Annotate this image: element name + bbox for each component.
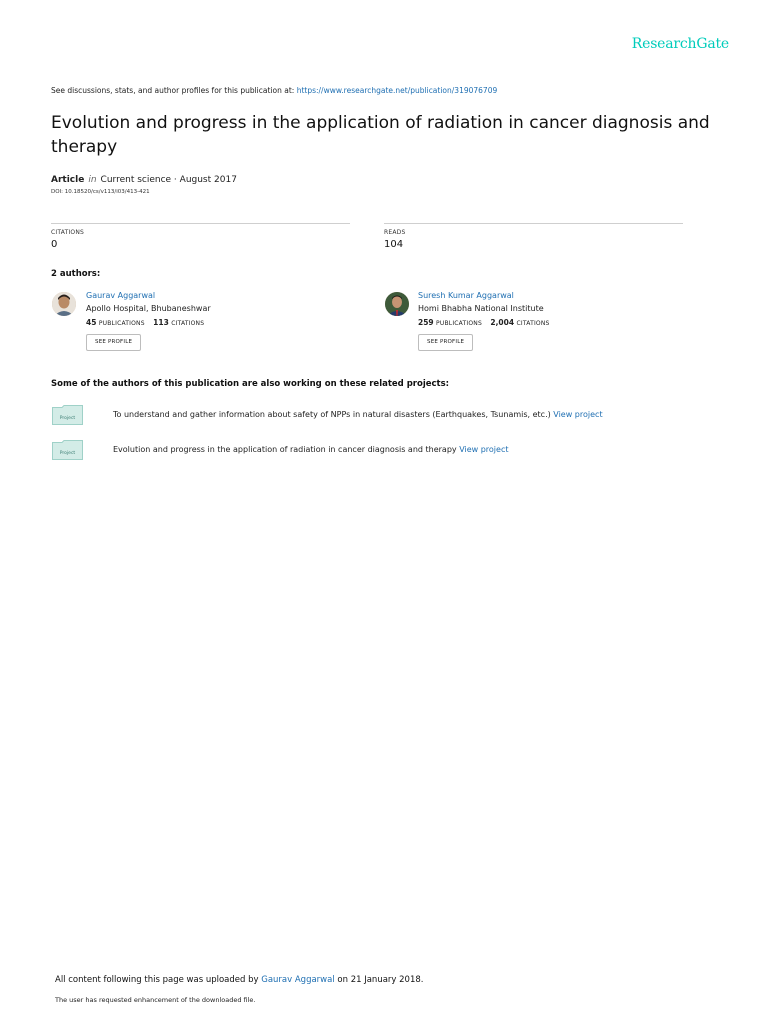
project-title: To understand and gather information about safety of NPPs in natural disasters (Earthquakes, Tsunamis, etc.) <box>113 410 554 419</box>
publications-label: PUBLICATIONS <box>436 320 482 327</box>
see-profile-button[interactable]: SEE PROFILE <box>418 334 473 351</box>
view-project-link[interactable]: View project <box>459 445 509 454</box>
author-avatar[interactable] <box>385 292 409 316</box>
uploader-link[interactable]: Gaurav Aggarwal <box>261 975 335 985</box>
enhancement-note: The user has requested enhancement of the downloaded file. <box>55 996 256 1004</box>
citations-count: 113 <box>153 318 169 327</box>
reads-value: 104 <box>384 239 404 250</box>
upload-note <box>55 975 423 985</box>
citations-count: 2,004 <box>490 318 515 327</box>
project-folder-icon[interactable] <box>52 405 83 425</box>
authors-heading: 2 authors: <box>51 269 101 279</box>
author-stats <box>86 318 210 327</box>
publications-count: 45 <box>86 318 97 327</box>
publications-label: PUBLICATIONS <box>98 320 145 327</box>
citations-label: CITATIONS <box>171 320 205 327</box>
project-title: Evolution and progress in the application of radiation in cancer diagnosis and therapy <box>113 445 460 454</box>
author-institution: Homi Bhabha National Institute <box>418 304 544 313</box>
citations-label: CITATIONS <box>516 320 550 327</box>
citations-label: CITATIONS <box>51 229 85 236</box>
upload-suffix: on 21 January 2018. <box>334 975 424 985</box>
author-name-link[interactable]: Suresh Kumar Aggarwal <box>418 291 514 300</box>
see-discussions-text: See discussions, stats, and author profiles for this publication at: <box>51 86 297 95</box>
publication-url-link[interactable]: https://www.researchgate.net/publication/319076709 <box>296 86 498 95</box>
author-avatar[interactable] <box>52 292 76 316</box>
see-discussions-line <box>51 86 497 95</box>
project-item <box>113 445 508 454</box>
citations-divider <box>51 223 350 224</box>
related-projects-heading: Some of the authors of this publication are also working on these related projects: <box>51 379 450 389</box>
view-project-link[interactable]: View project <box>553 410 603 419</box>
publication-title: Evolution and progress in the application of radiation in cancer diagnosis and therapy <box>51 113 710 157</box>
author-institution: Apollo Hospital, Bhubaneshwar <box>86 304 211 313</box>
project-folder-icon[interactable] <box>52 440 83 460</box>
project-item <box>113 410 603 419</box>
reads-divider <box>384 223 683 224</box>
reads-label: READS <box>384 229 406 236</box>
author-name-link[interactable]: Gaurav Aggarwal <box>86 291 156 300</box>
researchgate-logo[interactable]: ResearchGate <box>631 36 729 52</box>
author-stats <box>418 318 556 327</box>
upload-prefix: All content following this page was uploaded by <box>55 975 262 985</box>
see-profile-button[interactable]: SEE PROFILE <box>86 334 141 351</box>
citations-value: 0 <box>51 239 58 250</box>
publications-count: 259 <box>418 318 434 327</box>
publication-type: Article <box>51 175 85 185</box>
journal-info: Current science · August 2017 <box>100 175 237 185</box>
doi-text: DOI: 10.18520/cs/v113/i03/413-421 <box>51 189 150 195</box>
publication-meta <box>51 175 237 185</box>
in-label: in <box>88 175 97 185</box>
project-icon-label: Project <box>59 451 76 456</box>
project-icon-label: Project <box>59 416 76 421</box>
